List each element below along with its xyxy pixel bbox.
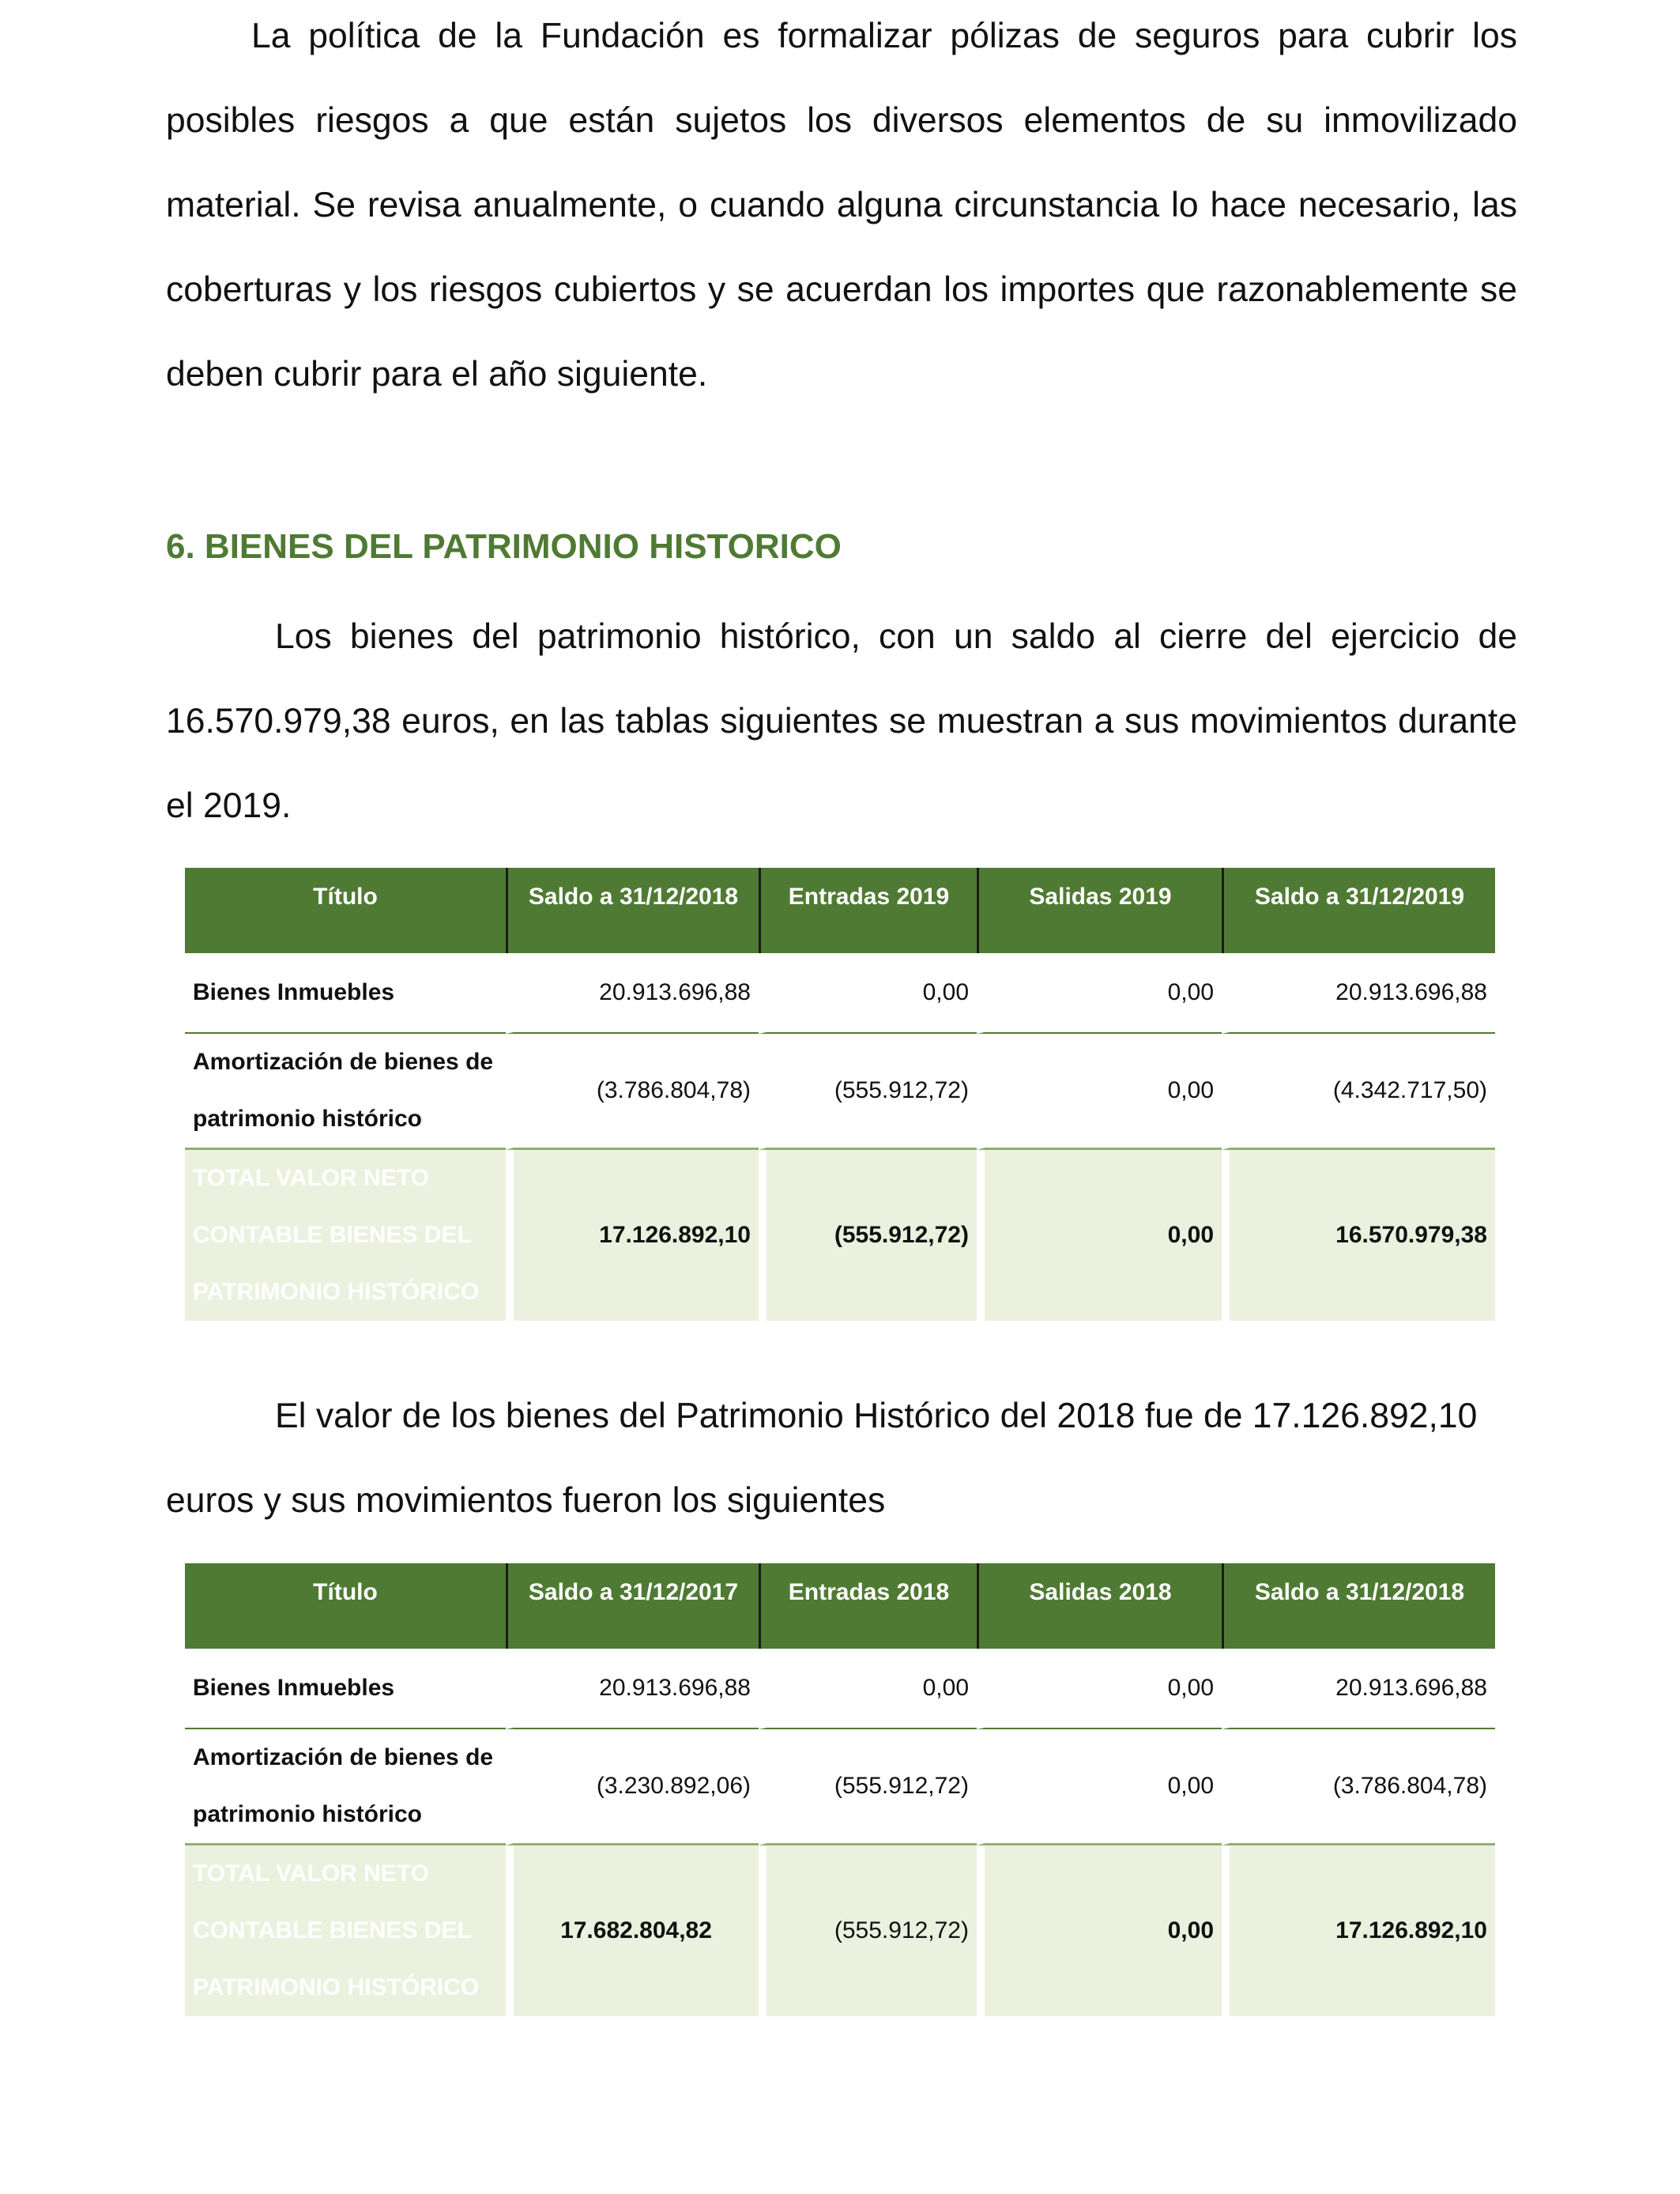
heritage-balance-paragraph: Los bienes del patrimonio histórico, con un saldo al cierre del ejercicio de 16.570.979,38 euros, en las tablas siguientes se muestran a sus movimientos durante el 2019. (166, 617, 1517, 825)
table-cell: (555.912,72) (759, 1729, 977, 1845)
column-header: Saldo a 31/12/2018 (1222, 1563, 1495, 1649)
table-cell: 0,00 (759, 1649, 977, 1729)
table-cell: 0,00 (759, 953, 977, 1034)
table-row (185, 1034, 1495, 1150)
table-total-row (185, 1150, 1495, 1321)
table-row (185, 953, 1495, 1034)
table-cell: (555.912,72) (759, 1150, 977, 1321)
column-header: Saldo a 31/12/2017 (506, 1563, 759, 1649)
row-label: TOTAL VALOR NETO CONTABLE BIENES DEL PATRIMONIO HISTÓRICO (185, 1845, 506, 2016)
heritage-2018-paragraph: El valor de los bienes del Patrimonio Histórico del 2018 fue de 17.126.892,10 euros y sus movimientos fueron los siguientes (166, 1397, 1478, 1520)
row-label: Bienes Inmuebles (185, 1649, 506, 1729)
column-header: Título (185, 1563, 506, 1649)
row-label: Bienes Inmuebles (185, 953, 506, 1034)
section-heading: 6. BIENES DEL PATRIMONIO HISTORICO (166, 527, 842, 566)
table-cell: 20.913.696,88 (506, 953, 759, 1034)
column-header: Salidas 2018 (977, 1563, 1222, 1649)
table-total-row (185, 1845, 1495, 2016)
column-header: Entradas 2019 (759, 868, 977, 953)
table-header-row (185, 868, 1495, 953)
table-cell: 0,00 (977, 953, 1222, 1034)
table-cell: (3.786.804,78) (506, 1034, 759, 1150)
heritage-movements-2018-table (185, 1563, 1495, 2016)
table-cell: 20.913.696,88 (1222, 1649, 1495, 1729)
row-label: TOTAL VALOR NETO CONTABLE BIENES DEL PATRIMONIO HISTÓRICO (185, 1150, 506, 1321)
heritage-movements-2019-table (185, 868, 1495, 1321)
table-cell: 0,00 (977, 1034, 1222, 1150)
column-header: Salidas 2019 (977, 868, 1222, 953)
table-cell: 20.913.696,88 (506, 1649, 759, 1729)
table-cell: (3.786.804,78) (1222, 1729, 1495, 1845)
table-cell: 0,00 (977, 1845, 1222, 2016)
table-cell: 17.126.892,10 (506, 1150, 759, 1321)
table-row (185, 1649, 1495, 1729)
table-cell: 20.913.696,88 (1222, 953, 1495, 1034)
table-cell: 17.682.804,82 (506, 1845, 759, 2016)
table-cell: (4.342.717,50) (1222, 1034, 1495, 1150)
table-row (185, 1729, 1495, 1845)
table-cell: (555.912,72) (759, 1845, 977, 2016)
table-cell: 16.570.979,38 (1222, 1150, 1495, 1321)
table-cell: (555.912,72) (759, 1034, 977, 1150)
row-label: Amortización de bienes de patrimonio histórico (185, 1729, 506, 1845)
table-cell: 0,00 (977, 1729, 1222, 1845)
column-header: Entradas 2018 (759, 1563, 977, 1649)
column-header: Saldo a 31/12/2019 (1222, 868, 1495, 953)
column-header: Título (185, 868, 506, 953)
column-header: Saldo a 31/12/2018 (506, 868, 759, 953)
table-cell: 0,00 (977, 1150, 1222, 1321)
row-label: Amortización de bienes de patrimonio histórico (185, 1034, 506, 1150)
table-cell: (3.230.892,06) (506, 1729, 759, 1845)
table-header-row (185, 1563, 1495, 1649)
table-cell: 0,00 (977, 1649, 1222, 1729)
insurance-policy-paragraph: La política de la Fundación es formalizar pólizas de seguros para cubrir los posibles riesgos a que están sujetos los diversos elementos de su inmovilizado material. Se revisa anualmente, o cuando alguna circunstancia lo hace necesario, las coberturas y los riesgos cubiertos y se acuerdan los importes que razonablemente se deben cubrir para el año siguiente. (166, 17, 1517, 394)
table-cell: 17.126.892,10 (1222, 1845, 1495, 2016)
